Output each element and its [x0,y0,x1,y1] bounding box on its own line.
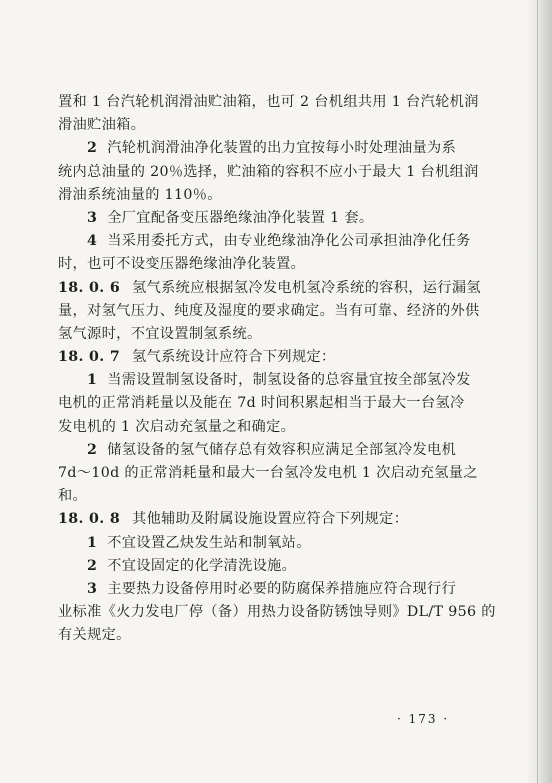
list-item: 2 储氢设备的氢气储存总有效容积应满足全部氢冷发电机 [87,441,457,458]
item-number: 2 [87,441,98,458]
clause-heading: 18. 0. 6 氢气系统应根据氢冷发电机氢冷系统的容积，运行漏氢 [58,279,481,296]
item-number: 2 [87,557,98,574]
list-item: 4 当采用委托方式，由专业绝缘油净化公司承担油净化任务 [87,233,471,250]
text-line: 量，对氢气压力、纯度及湿度的要求确定。当有可靠、经济的外供 [58,302,480,319]
text-line: 氢气源时，不宜设置制氢系统。 [58,325,262,342]
list-item: 2 不宜设固定的化学清洗设施。 [87,557,297,574]
list-item: 1 不宜设置乙炔发生站和制氧站。 [87,534,311,551]
item-number: 2 [87,140,98,157]
item-number: 3 [87,580,98,597]
book-spine-shadow [528,0,552,783]
text-line: 和。 [58,488,88,505]
list-item: 3 全厂宜配备变压器绝缘油净化装置 1 套。 [87,209,374,226]
list-item: 1 当需设置制氢设备时，制氢设备的总容量宜按全部氢冷发 [87,372,471,389]
clause-number: 18. 0. 7 [58,349,121,366]
text-line: 电机的正常消耗量以及能在 7d 时间积累起相当于最大一台氢冷 [58,395,465,412]
text-line: 有关规定。 [58,627,131,644]
text-line: 置和 1 台汽轮机润滑油贮油箱，也可 2 台机组共用 1 台汽轮机润 [58,94,479,110]
text-line: 业标准《火力发电厂停（备）用热力设备防锈蚀导则》DL/T 956 的 [58,604,496,621]
text-line: 7d～10d 的正常消耗量和最大一台氢冷发电机 1 次启动充氢量之 [58,465,478,481]
clause-number: 18. 0. 6 [58,279,121,296]
text-line: 滑油贮油箱。 [58,117,146,134]
text-line: 滑油系统油量的 110％。 [58,186,222,203]
clause-number: 18. 0. 8 [58,511,121,528]
clause-heading: 18. 0. 8 其他辅助及附属设施设置应符合下列规定： [58,511,409,528]
page-number: · 173 · [397,712,450,726]
item-number: 1 [87,534,98,551]
item-number: 3 [87,209,98,226]
list-item: 3 主要热力设备停用时必要的防腐保养措施应符合现行行 [87,580,457,597]
item-number: 1 [87,372,98,389]
clause-heading: 18. 0. 7 氢气系统设计应符合下列规定： [58,349,336,366]
item-number: 4 [87,233,98,250]
text-line: 发电机的 1 次启动充氢量之和确定。 [58,418,296,435]
text-line: 统内总油量的 20％选择，贮油箱的容积不应小于最大 1 台机组润 [58,163,479,180]
text-line: 时，也可不设变压器绝缘油净化装置。 [58,256,306,273]
list-item: 2 汽轮机润滑油净化装置的出力宜按每小时处理油量为系 [87,140,457,157]
body-text [58,91,500,648]
book-spine-edge [537,0,538,783]
